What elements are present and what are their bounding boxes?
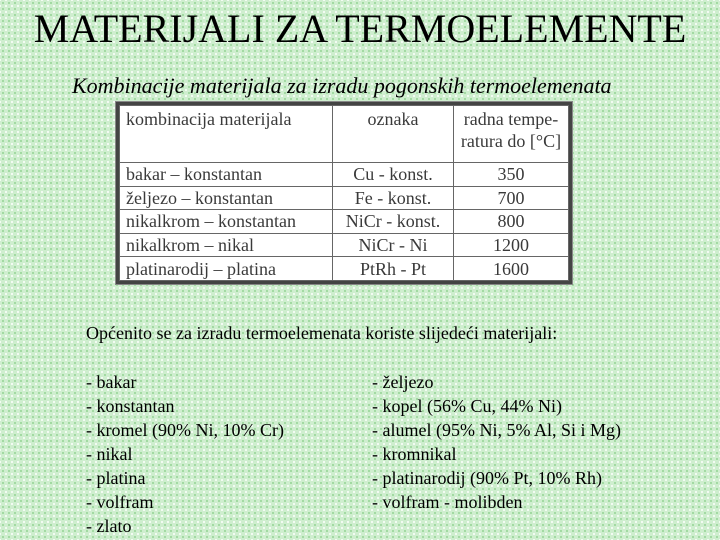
cell-designation: NiCr - Ni (333, 233, 454, 257)
cell-temperature: 700 (454, 186, 569, 210)
cell-temperature: 1600 (454, 257, 569, 281)
table-header-row (120, 106, 569, 163)
list-item: - zlato (86, 516, 132, 536)
materials-list-right (372, 370, 621, 514)
header-designation: oznaka (333, 106, 454, 163)
intro-text: Općenito se za izradu termoelemenata koriste slijedeći materijali: (86, 323, 558, 343)
list-item: - nikal (86, 444, 133, 464)
table-row (120, 210, 569, 234)
table-row (120, 257, 569, 281)
header-combination: kombinacija materijala (120, 106, 333, 163)
cell-combination: platinarodij – platina (120, 257, 333, 281)
table-caption: Kombinacije materijala za izradu pogonskih termoelemenata (72, 73, 612, 98)
table-row (120, 186, 569, 210)
list-item: - platinarodij (90% Pt, 10% Rh) (372, 468, 602, 488)
header-temperature: radna tempe- ratura do [°C] (454, 106, 569, 163)
cell-temperature: 800 (454, 210, 569, 234)
list-item: - platina (86, 468, 146, 488)
list-item: - željezo (372, 372, 434, 392)
table-row (120, 233, 569, 257)
materials-list-left (86, 370, 284, 538)
page-title: MATERIJALI ZA TERMOELEMENTE (33, 6, 687, 51)
cell-designation: PtRh - Pt (333, 257, 454, 281)
cell-combination: željezo – konstantan (120, 186, 333, 210)
cell-designation: NiCr - konst. (333, 210, 454, 234)
cell-combination: bakar – konstantan (120, 163, 333, 187)
thermocouple-table (116, 102, 572, 284)
list-item: - bakar (86, 372, 137, 392)
cell-combination: nikalkrom – konstantan (120, 210, 333, 234)
cell-temperature: 1200 (454, 233, 569, 257)
list-item: - kopel (56% Cu, 44% Ni) (372, 396, 562, 416)
list-item: - volfram (86, 492, 154, 512)
list-item: - konstantan (86, 396, 175, 416)
cell-temperature: 350 (454, 163, 569, 187)
list-item: - alumel (95% Ni, 5% Al, Si i Mg) (372, 420, 621, 440)
table-row (120, 163, 569, 187)
cell-combination: nikalkrom – nikal (120, 233, 333, 257)
cell-designation: Cu - konst. (333, 163, 454, 187)
cell-designation: Fe - konst. (333, 186, 454, 210)
list-item: - kromel (90% Ni, 10% Cr) (86, 420, 284, 440)
list-item: - kromnikal (372, 444, 457, 464)
list-item: - volfram - molibden (372, 492, 523, 512)
